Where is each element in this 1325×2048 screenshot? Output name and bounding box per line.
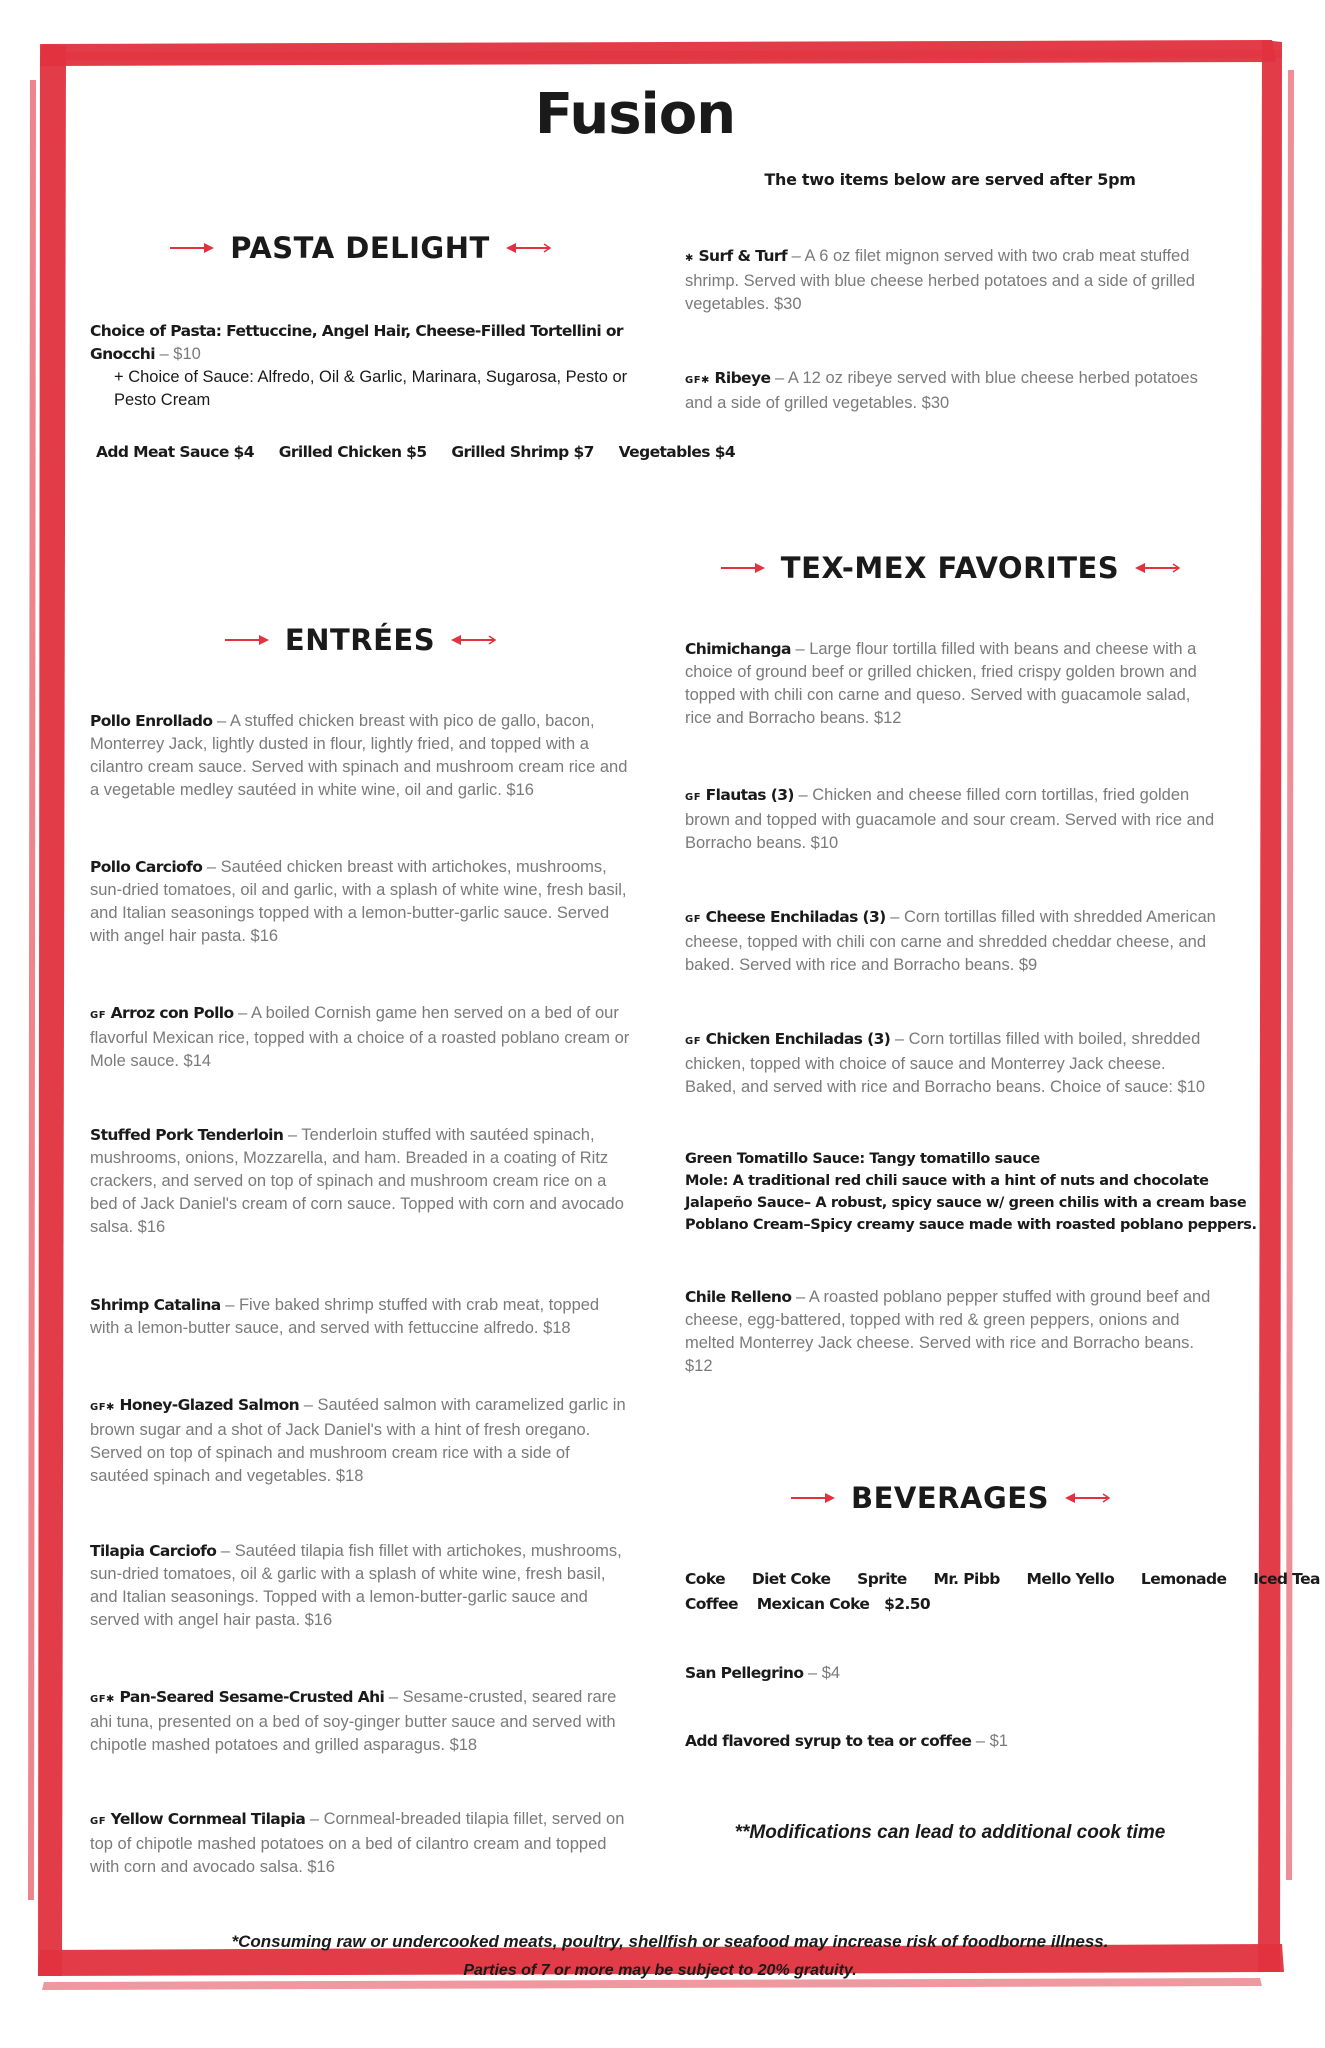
entree-item xyxy=(90,1294,630,1340)
beverage-item: Coffee xyxy=(685,1595,738,1613)
texmex-item xyxy=(685,638,1220,730)
texmex-item xyxy=(685,1028,1220,1099)
texmex-name: Flautas (3) xyxy=(705,786,794,804)
entree-tag: GF xyxy=(90,1010,107,1021)
beverage-item: Lemonade xyxy=(1140,1570,1227,1588)
beverage-item: Mexican Coke xyxy=(756,1595,870,1613)
texmex-tag: GF xyxy=(685,792,702,803)
special-tag: GF✱ xyxy=(685,375,710,386)
entree-item xyxy=(90,1686,630,1757)
texmex-desc: – Corn tortillas filled with shredded American cheese, topped with chili con carne and shredded cheddar cheese, and baked. Served with rice and Borracho beans. $9 xyxy=(685,908,1216,974)
beverages-heading xyxy=(690,1478,1210,1518)
special-surf-turf xyxy=(685,245,1210,316)
entree-desc: – Sautéed salmon with caramelized garlic in brown sugar and a shot of Jack Daniel's with a hint of fresh oregano. Served on top of spinach and mushroom cream rice with a side of sautéed spinach and vegetables. $18 xyxy=(90,1396,626,1485)
texmex-heading-text: TEX-MEX FAVORITES xyxy=(780,551,1120,585)
entree-name: Stuffed Pork Tenderloin xyxy=(90,1126,284,1144)
texmex-name: Chicken Enchiladas (3) xyxy=(705,1030,891,1048)
foodborne-warning: *Consuming raw or undercooked meats, poultry, shellfish or seafood may increase risk of foodborne illness. xyxy=(231,1932,1109,1951)
entree-tag: GF✱ xyxy=(90,1694,115,1705)
beverage-row-2 xyxy=(685,1595,950,1613)
entree-tag: GF xyxy=(90,1816,107,1827)
syrup-name: Add flavored syrup to tea or coffee xyxy=(685,1732,972,1750)
pellegrino-price: – $4 xyxy=(803,1664,841,1682)
beverage-item: Sprite xyxy=(857,1570,907,1588)
special-name: Surf & Turf xyxy=(698,247,788,265)
arrow-left-icon xyxy=(1063,1491,1111,1505)
entree-name: Pan-Seared Sesame-Crusted Ahi xyxy=(119,1688,385,1706)
beverage-item: Iced Tea xyxy=(1253,1570,1320,1588)
sauce-line: Poblano Cream–Spicy creamy sauce made with roasted poblano peppers. xyxy=(685,1217,1257,1233)
pasta-addons xyxy=(96,443,755,461)
entree-desc: – Sautéed tilapia fish fillet with artichokes, mushrooms, sun-dried tomatoes, oil & garlic with a splash of white wine, fresh basil, and Italian seasonings. Topped with a lemon-butter-garlic sauce and served with angel hair pasta. $16 xyxy=(90,1542,622,1629)
entree-desc: – Sautéed chicken breast with artichokes, mushrooms, sun-dried tomatoes, oil and garlic, with a splash of white wine, fresh basil, and Italian seasonings topped with a lemon-butter-garlic sauce. Served with angel hair pasta. $16 xyxy=(90,858,627,945)
menu-title: Fusion xyxy=(534,82,736,147)
pasta-heading-text: PASTA DELIGHT xyxy=(230,231,490,265)
arrow-left-icon xyxy=(504,241,552,255)
pellegrino-name: San Pellegrino xyxy=(685,1664,804,1682)
special-tag: ✱ xyxy=(685,253,694,264)
beverage-pellegrino xyxy=(685,1662,840,1685)
addon-item: Vegetables $4 xyxy=(618,443,736,461)
texmex-name: Chile Relleno xyxy=(685,1288,792,1306)
texmex-name: Cheese Enchiladas (3) xyxy=(705,908,886,926)
texmex-desc: – Large flour tortilla filled with beans and cheese with a choice of ground beef or grilled chicken, fried crispy golden brown and topped with chili con carne and queso. Served with guacamole salad, rice and Borracho beans. $12 xyxy=(685,640,1197,727)
texmex-tag: GF xyxy=(685,914,702,925)
texmex-item xyxy=(685,784,1220,855)
beverage-item: Mr. Pibb xyxy=(933,1570,1000,1588)
texmex-desc: – A roasted poblano pepper stuffed with ground beef and cheese, egg-battered, topped with red & green peppers, onions and melted Monterrey Jack cheese. Served with rice and Borracho beans. $12 xyxy=(685,1288,1211,1375)
entree-name: Honey-Glazed Salmon xyxy=(119,1396,300,1414)
entree-name: Yellow Cornmeal Tilapia xyxy=(110,1810,306,1828)
entree-item xyxy=(90,1124,630,1239)
entree-item xyxy=(90,1002,630,1073)
pasta-sauce-line1: + Choice of Sauce: Alfredo, Oil & Garlic, Marinara, Sugarosa, Pesto or xyxy=(114,368,628,386)
entree-desc: – Five baked shrimp stuffed with crab meat, topped with a lemon-butter sauce, and served with fettuccine alfredo. $18 xyxy=(90,1296,600,1337)
sauce-line: Jalapeño Sauce– A robust, spicy sauce w/ green chilis with a cream base xyxy=(685,1195,1247,1211)
pasta-choice-name: Choice of Pasta: Fettuccine, Angel Hair, Cheese-Filled Tortellini or Gnocchi xyxy=(90,322,623,363)
beverage-price: $2.50 xyxy=(884,1595,931,1613)
entree-desc: – Tenderloin stuffed with sautéed spinach, mushrooms, onions, Mozzarella, and ham. Breaded in a coating of Ritz crackers, and served on top of spinach and mushroom cream rice on a bed of Jack Daniel's cream of corn sauce. Topped with corn and avocado salsa. $16 xyxy=(90,1126,624,1236)
arrow-right-icon xyxy=(789,1491,837,1505)
sauce-line: Mole: A traditional red chili sauce with a hint of nuts and chocolate xyxy=(685,1173,1209,1189)
arrow-left-icon xyxy=(449,633,497,647)
special-desc: – A 6 oz filet mignon served with two crab meat stuffed shrimp. Served with blue cheese herbed potatoes and a side of grilled vegetables. $30 xyxy=(685,247,1195,313)
entree-item xyxy=(90,1394,630,1488)
arrow-right-icon xyxy=(719,561,767,575)
addon-item: Add Meat Sauce $4 xyxy=(96,443,254,461)
arrow-left-icon xyxy=(1133,561,1181,575)
texmex-item xyxy=(685,906,1220,977)
pasta-heading xyxy=(160,228,560,268)
beverage-item: Mello Yello xyxy=(1026,1570,1115,1588)
pasta-choice xyxy=(90,320,630,412)
sauce-list xyxy=(685,1148,1257,1236)
entree-item xyxy=(90,710,630,802)
served-after-note: The two items below are served after 5pm xyxy=(764,170,1136,189)
special-desc: – A 12 oz ribeye served with blue cheese herbed potatoes and a side of grilled vegetables. $30 xyxy=(685,369,1198,412)
entree-desc: – Cornmeal-breaded tilapia fillet, served on top of chipotle mashed potatoes on a bed of cilantro cream and topped with corn and avocado salsa. $16 xyxy=(90,1810,625,1876)
modifications-note: **Modifications can lead to additional cook time xyxy=(734,1822,1166,1843)
entree-name: Arroz con Pollo xyxy=(110,1004,234,1022)
entree-desc: – A boiled Cornish game hen served on a bed of our flavorful Mexican rice, topped with a choice of a roasted poblano cream or Mole sauce. $14 xyxy=(90,1004,630,1070)
entree-name: Pollo Carciofo xyxy=(90,858,203,876)
texmex-tag: GF xyxy=(685,1036,702,1047)
addon-item: Grilled Shrimp $7 xyxy=(451,443,594,461)
entree-item xyxy=(90,856,630,948)
pasta-sauce-line2: Pesto Cream xyxy=(114,391,211,409)
special-name: Ribeye xyxy=(714,369,771,387)
entree-desc: – A stuffed chicken breast with pico de gallo, bacon, Monterrey Jack, lightly dusted in flour, lightly fried, and topped with a cilantro cream sauce. Served with spinach and mushroom cream rice and a vegetable medley sautéed in white wine, oil and garlic. $16 xyxy=(90,712,628,799)
entrees-heading xyxy=(160,620,560,660)
texmex-desc: – Corn tortillas filled with boiled, shredded chicken, topped with choice of sauce and Monterrey Jack cheese. Baked, and served with rice and Borracho beans. Choice of sauce: $10 xyxy=(685,1030,1206,1096)
beverage-item: Diet Coke xyxy=(751,1570,831,1588)
texmex-item xyxy=(685,1286,1220,1378)
entrees-heading-text: ENTRÉES xyxy=(284,623,436,657)
entree-name: Pollo Enrollado xyxy=(90,712,213,730)
texmex-name: Chimichanga xyxy=(685,640,791,658)
gratuity-note: Parties of 7 or more may be subject to 20% gratuity. xyxy=(463,1962,857,1979)
arrow-right-icon xyxy=(223,633,271,647)
entree-item xyxy=(90,1540,630,1632)
beverage-item: Coke xyxy=(685,1570,726,1588)
entree-tag: GF✱ xyxy=(90,1402,115,1413)
entree-item xyxy=(90,1808,630,1879)
arrow-right-icon xyxy=(168,241,216,255)
pasta-choice-price: – $10 xyxy=(154,345,201,363)
beverages-heading-text: BEVERAGES xyxy=(851,1481,1049,1515)
texmex-heading xyxy=(690,548,1210,588)
syrup-price: – $1 xyxy=(971,1732,1008,1750)
entree-desc: – Sesame-crusted, seared rare ahi tuna, presented on a bed of soy-ginger butter sauce and served with chipotle mashed potatoes and grilled asparagus. $18 xyxy=(90,1688,617,1754)
entree-name: Tilapia Carciofo xyxy=(90,1542,217,1560)
texmex-desc: – Chicken and cheese filled corn tortillas, fried golden brown and topped with guacamole and sour cream. Served with rice and Borracho beans. $10 xyxy=(685,786,1215,852)
entree-name: Shrimp Catalina xyxy=(90,1296,221,1314)
beverage-row-1 xyxy=(685,1570,1320,1588)
addon-item: Grilled Chicken $5 xyxy=(278,443,427,461)
special-ribeye xyxy=(685,367,1210,415)
beverage-syrup xyxy=(685,1730,1008,1753)
sauce-line: Green Tomatillo Sauce: Tangy tomatillo sauce xyxy=(685,1151,1040,1167)
